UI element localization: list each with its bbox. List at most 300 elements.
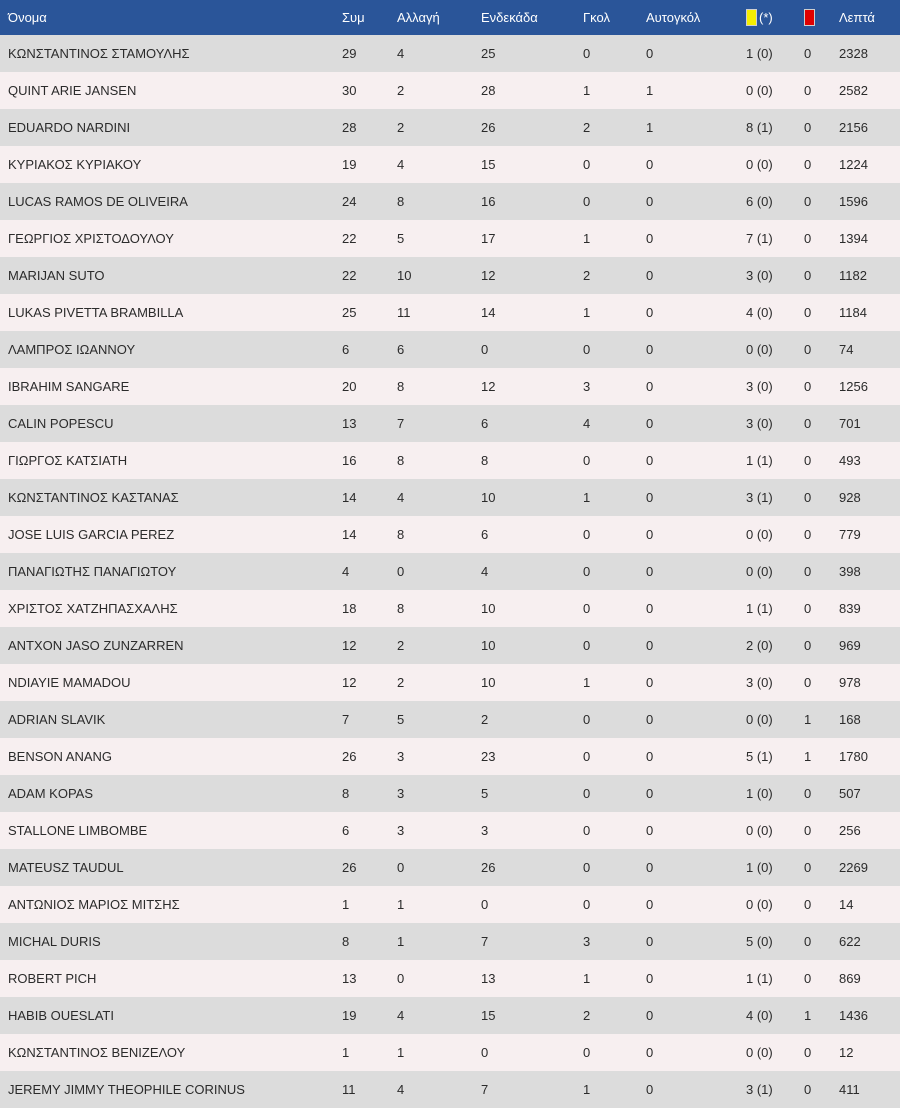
player-name: ADRIAN SLAVIK — [8, 712, 106, 727]
starts-value: 6 — [481, 527, 489, 542]
apps-value: 7 — [342, 712, 350, 727]
yellow-cards-value: 0 (0) — [746, 564, 773, 579]
red-cards-value: 0 — [804, 1045, 812, 1060]
player-name: ΚΥΡΙΑΚΟΣ ΚΥΡΙΑΚΟΥ — [8, 157, 142, 172]
goals-value: 0 — [583, 601, 591, 616]
minutes-value: 779 — [839, 527, 861, 542]
subs-value: 4 — [397, 1082, 405, 1097]
subs-value: 3 — [397, 749, 405, 764]
player-name: JOSE LUIS GARCIA PEREZ — [8, 527, 175, 542]
player-name: ΑΝΤΩΝΙΟΣ ΜΑΡΙΟΣ ΜΙΤΣΗΣ — [8, 897, 180, 912]
subs-value: 1 — [397, 934, 405, 949]
goals-value: 0 — [583, 194, 591, 209]
subs-value: 0 — [397, 971, 405, 986]
red-cards-value: 0 — [804, 527, 812, 542]
col-header-apps[interactable]: Συμ — [342, 10, 365, 25]
red-cards-value: 0 — [804, 342, 812, 357]
starts-value: 14 — [481, 305, 496, 320]
table-row — [0, 368, 900, 405]
starts-value: 15 — [481, 1008, 496, 1023]
subs-value: 1 — [397, 897, 405, 912]
starts-value: 0 — [481, 897, 489, 912]
apps-value: 13 — [342, 416, 357, 431]
starts-value: 26 — [481, 120, 496, 135]
player-name: LUCAS RAMOS DE OLIVEIRA — [8, 194, 188, 209]
goals-value: 1 — [583, 305, 591, 320]
starts-value: 17 — [481, 231, 496, 246]
goals-value: 1 — [583, 1082, 591, 1097]
subs-value: 4 — [397, 46, 405, 61]
subs-value: 4 — [397, 1008, 405, 1023]
player-name: ΓΕΩΡΓΙΟΣ ΧΡΙΣΤΟΔΟΥΛΟΥ — [8, 231, 174, 246]
yellow-cards-value: 0 (0) — [746, 823, 773, 838]
table-row — [0, 1034, 900, 1071]
apps-value: 14 — [342, 490, 357, 505]
minutes-value: 2269 — [839, 860, 868, 875]
starts-value: 10 — [481, 675, 496, 690]
player-name: NDIAYIE MAMADOU — [8, 675, 131, 690]
red-cards-value: 0 — [804, 934, 812, 949]
own-goals-value: 0 — [646, 490, 654, 505]
minutes-value: 1780 — [839, 749, 868, 764]
yellow-cards-value: 3 (0) — [746, 675, 773, 690]
player-name: ΧΡΙΣΤΟΣ ΧΑΤΖΗΠΑΣΧΑΛΗΣ — [8, 601, 178, 616]
table-row — [0, 923, 900, 960]
subs-value: 5 — [397, 712, 405, 727]
starts-value: 25 — [481, 46, 496, 61]
yellow-cards-value: 3 (0) — [746, 416, 773, 431]
yellow-cards-value: 1 (0) — [746, 786, 773, 801]
goals-value: 0 — [583, 1045, 591, 1060]
yellow-cards-value: 3 (1) — [746, 490, 773, 505]
apps-value: 25 — [342, 305, 357, 320]
yellow-cards-value: 1 (1) — [746, 601, 773, 616]
goals-value: 0 — [583, 157, 591, 172]
subs-value: 2 — [397, 83, 405, 98]
own-goals-value: 0 — [646, 712, 654, 727]
own-goals-value: 0 — [646, 971, 654, 986]
apps-value: 18 — [342, 601, 357, 616]
yellow-cards-value: 4 (0) — [746, 305, 773, 320]
table-row — [0, 479, 900, 516]
own-goals-value: 0 — [646, 934, 654, 949]
table-row — [0, 183, 900, 220]
red-cards-value: 0 — [804, 490, 812, 505]
apps-value: 12 — [342, 675, 357, 690]
goals-value: 0 — [583, 897, 591, 912]
apps-value: 26 — [342, 749, 357, 764]
table-row — [0, 35, 900, 72]
apps-value: 28 — [342, 120, 357, 135]
subs-value: 1 — [397, 1045, 405, 1060]
table-row — [0, 997, 900, 1034]
apps-value: 1 — [342, 897, 350, 912]
minutes-value: 1184 — [839, 305, 867, 320]
starts-value: 2 — [481, 712, 489, 727]
goals-value: 0 — [583, 749, 591, 764]
starts-value: 4 — [481, 564, 489, 579]
yellow-cards-value: 0 (0) — [746, 83, 773, 98]
player-name: ΠΑΝΑΓΙΩΤΗΣ ΠΑΝΑΓΙΩΤΟΥ — [8, 564, 177, 579]
subs-value: 8 — [397, 379, 405, 394]
minutes-value: 493 — [839, 453, 861, 468]
goals-value: 1 — [583, 490, 591, 505]
red-cards-value: 0 — [804, 453, 812, 468]
apps-value: 8 — [342, 786, 350, 801]
col-header-yellow[interactable] — [746, 0, 804, 35]
own-goals-value: 0 — [646, 527, 654, 542]
apps-value: 1 — [342, 1045, 350, 1060]
apps-value: 26 — [342, 860, 357, 875]
yellow-cards-value: 0 (0) — [746, 342, 773, 357]
table-row — [0, 553, 900, 590]
yellow-cards-value: 7 (1) — [746, 231, 773, 246]
subs-value: 8 — [397, 194, 405, 209]
table-row — [0, 812, 900, 849]
table-row — [0, 1071, 900, 1108]
col-header-minutes[interactable]: Λεπτά — [839, 10, 875, 25]
apps-value: 16 — [342, 453, 357, 468]
own-goals-value: 0 — [646, 823, 654, 838]
apps-value: 6 — [342, 342, 350, 357]
own-goals-value: 0 — [646, 1008, 654, 1023]
yellow-cards-value: 0 (0) — [746, 897, 773, 912]
player-name: ADAM KOPAS — [8, 786, 94, 801]
red-cards-value: 1 — [804, 1008, 812, 1023]
minutes-value: 168 — [839, 712, 861, 727]
starts-value: 23 — [481, 749, 496, 764]
goals-value: 0 — [583, 823, 591, 838]
yellow-cards-value: 3 (0) — [746, 379, 773, 394]
minutes-value: 1256 — [839, 379, 868, 394]
col-header-red[interactable] — [804, 0, 839, 35]
own-goals-value: 0 — [646, 268, 654, 283]
starts-value: 16 — [481, 194, 496, 209]
subs-value: 2 — [397, 638, 405, 653]
red-cards-value: 0 — [804, 638, 812, 653]
own-goals-value: 0 — [646, 305, 654, 320]
goals-value: 0 — [583, 527, 591, 542]
yellow-cards-value: 1 (0) — [746, 46, 773, 61]
yellow-cards-value: 0 (0) — [746, 527, 773, 542]
minutes-value: 256 — [839, 823, 861, 838]
goals-value: 0 — [583, 46, 591, 61]
red-cards-value: 0 — [804, 823, 812, 838]
player-name: QUINT ARIE JANSEN — [8, 83, 137, 98]
goals-value: 4 — [583, 416, 591, 431]
table-row — [0, 960, 900, 997]
player-name: MARIJAN SUTO — [8, 268, 105, 283]
yellow-cards-value: 5 (1) — [746, 749, 773, 764]
own-goals-value: 0 — [646, 601, 654, 616]
own-goals-value: 0 — [646, 675, 654, 690]
subs-value: 7 — [397, 416, 405, 431]
starts-value: 26 — [481, 860, 496, 875]
red-cards-value: 1 — [804, 712, 812, 727]
own-goals-value: 0 — [646, 1045, 654, 1060]
minutes-value: 978 — [839, 675, 861, 690]
goals-value: 1 — [583, 83, 591, 98]
header-row — [0, 0, 900, 35]
goals-value: 2 — [583, 120, 591, 135]
minutes-value: 1436 — [839, 1008, 868, 1023]
player-name: ΚΩΝΣΤΑΝΤΙΝΟΣ ΒΕΝΙΖΕΛΟΥ — [8, 1045, 186, 1060]
yellow-cards-value: 8 (1) — [746, 120, 773, 135]
apps-value: 22 — [342, 231, 357, 246]
minutes-value: 2156 — [839, 120, 868, 135]
minutes-value: 1596 — [839, 194, 868, 209]
red-cards-value: 0 — [804, 601, 812, 616]
own-goals-value: 1 — [646, 83, 654, 98]
player-name: STALLONE LIMBOMBE — [8, 823, 148, 838]
goals-value: 3 — [583, 934, 591, 949]
goals-value: 1 — [583, 675, 591, 690]
starts-value: 15 — [481, 157, 496, 172]
own-goals-value: 0 — [646, 897, 654, 912]
subs-value: 2 — [397, 675, 405, 690]
table-header — [0, 0, 900, 35]
table-row — [0, 442, 900, 479]
starts-value: 3 — [481, 823, 489, 838]
red-cards-value: 0 — [804, 416, 812, 431]
red-cards-value: 0 — [804, 46, 812, 61]
subs-value: 4 — [397, 490, 405, 505]
player-name: IBRAHIM SANGARE — [8, 379, 130, 394]
starts-value: 5 — [481, 786, 489, 801]
table-row — [0, 701, 900, 738]
table-row — [0, 220, 900, 257]
apps-value: 4 — [342, 564, 350, 579]
col-header-name[interactable]: Όνομα — [8, 10, 47, 25]
col-header-own-goals[interactable]: Αυτογκόλ — [646, 10, 701, 25]
yellow-card-suffix: (*) — [759, 10, 773, 26]
red-cards-value: 0 — [804, 305, 812, 320]
player-name: ANTXON JASO ZUNZARREN — [8, 638, 184, 653]
red-cards-value: 1 — [804, 749, 812, 764]
own-goals-value: 0 — [646, 786, 654, 801]
own-goals-value: 0 — [646, 638, 654, 653]
red-cards-value: 0 — [804, 1082, 812, 1097]
table-row — [0, 331, 900, 368]
subs-value: 8 — [397, 453, 405, 468]
red-card-icon — [804, 9, 815, 26]
yellow-cards-value: 0 (0) — [746, 157, 773, 172]
minutes-value: 701 — [839, 416, 861, 431]
player-name: LUKAS PIVETTA BRAMBILLA — [8, 305, 184, 320]
table-row — [0, 664, 900, 701]
own-goals-value: 0 — [646, 749, 654, 764]
starts-value: 0 — [481, 342, 489, 357]
goals-value: 1 — [583, 231, 591, 246]
minutes-value: 969 — [839, 638, 861, 653]
minutes-value: 1224 — [839, 157, 868, 172]
subs-value: 0 — [397, 564, 405, 579]
yellow-cards-value: 1 (1) — [746, 453, 773, 468]
starts-value: 7 — [481, 1082, 489, 1097]
minutes-value: 507 — [839, 786, 861, 801]
red-cards-value: 0 — [804, 268, 812, 283]
own-goals-value: 0 — [646, 416, 654, 431]
starts-value: 10 — [481, 490, 496, 505]
own-goals-value: 0 — [646, 157, 654, 172]
yellow-cards-value: 5 (0) — [746, 934, 773, 949]
apps-value: 19 — [342, 157, 357, 172]
apps-value: 22 — [342, 268, 357, 283]
yellow-cards-value: 2 (0) — [746, 638, 773, 653]
minutes-value: 869 — [839, 971, 861, 986]
player-name: MATEUSZ TAUDUL — [8, 860, 124, 875]
apps-value: 29 — [342, 46, 357, 61]
yellow-cards-value: 0 (0) — [746, 1045, 773, 1060]
apps-value: 30 — [342, 83, 357, 98]
starts-value: 10 — [481, 638, 496, 653]
goals-value: 0 — [583, 564, 591, 579]
table-row — [0, 516, 900, 553]
minutes-value: 14 — [839, 897, 854, 912]
red-cards-value: 0 — [804, 860, 812, 875]
goals-value: 2 — [583, 1008, 591, 1023]
red-cards-value: 0 — [804, 897, 812, 912]
table-body — [0, 35, 900, 1108]
minutes-value: 928 — [839, 490, 861, 505]
yellow-card-icon — [746, 9, 757, 26]
own-goals-value: 0 — [646, 342, 654, 357]
col-header-goals[interactable]: Γκολ — [583, 10, 610, 25]
player-name: BENSON ANANG — [8, 749, 113, 764]
starts-value: 6 — [481, 416, 489, 431]
minutes-value: 2328 — [839, 46, 868, 61]
own-goals-value: 0 — [646, 860, 654, 875]
own-goals-value: 0 — [646, 194, 654, 209]
yellow-cards-value: 1 (1) — [746, 971, 773, 986]
red-cards-value: 0 — [804, 83, 812, 98]
goals-value: 0 — [583, 712, 591, 727]
col-header-subs[interactable]: Αλλαγή — [397, 10, 440, 25]
subs-value: 2 — [397, 120, 405, 135]
yellow-cards-value: 6 (0) — [746, 194, 773, 209]
red-cards-value: 0 — [804, 675, 812, 690]
table-row — [0, 886, 900, 923]
minutes-value: 839 — [839, 601, 861, 616]
own-goals-value: 0 — [646, 379, 654, 394]
apps-value: 24 — [342, 194, 357, 209]
red-cards-value: 0 — [804, 157, 812, 172]
red-cards-value: 0 — [804, 379, 812, 394]
red-cards-value: 0 — [804, 120, 812, 135]
yellow-cards-value: 0 (0) — [746, 712, 773, 727]
starts-value: 13 — [481, 971, 496, 986]
player-name: ΛΑΜΠΡΟΣ ΙΩΑΝΝΟΥ — [8, 342, 136, 357]
minutes-value: 12 — [839, 1045, 854, 1060]
subs-value: 10 — [397, 268, 412, 283]
subs-value: 3 — [397, 823, 405, 838]
goals-value: 3 — [583, 379, 591, 394]
own-goals-value: 0 — [646, 1082, 654, 1097]
goals-value: 0 — [583, 860, 591, 875]
apps-value: 20 — [342, 379, 357, 394]
minutes-value: 398 — [839, 564, 861, 579]
goals-value: 0 — [583, 453, 591, 468]
starts-value: 7 — [481, 934, 489, 949]
player-name: MICHAL DURIS — [8, 934, 101, 949]
starts-value: 8 — [481, 453, 489, 468]
table-row — [0, 72, 900, 109]
player-name: HABIB OUESLATI — [8, 1008, 114, 1023]
red-cards-value: 0 — [804, 971, 812, 986]
yellow-cards-value: 3 (0) — [746, 268, 773, 283]
yellow-cards-value: 3 (1) — [746, 1082, 773, 1097]
table-row — [0, 109, 900, 146]
table-row — [0, 738, 900, 775]
minutes-value: 622 — [839, 934, 861, 949]
subs-value: 5 — [397, 231, 405, 246]
starts-value: 28 — [481, 83, 496, 98]
red-cards-value: 0 — [804, 564, 812, 579]
table-row — [0, 257, 900, 294]
subs-value: 8 — [397, 601, 405, 616]
apps-value: 8 — [342, 934, 350, 949]
player-name: ΓΙΩΡΓΟΣ ΚΑΤΣΙΑΤΗ — [8, 453, 128, 468]
table-row — [0, 146, 900, 183]
apps-value: 14 — [342, 527, 357, 542]
goals-value: 0 — [583, 342, 591, 357]
subs-value: 3 — [397, 786, 405, 801]
own-goals-value: 0 — [646, 453, 654, 468]
subs-value: 0 — [397, 860, 405, 875]
own-goals-value: 0 — [646, 231, 654, 246]
table-row — [0, 294, 900, 331]
starts-value: 0 — [481, 1045, 489, 1060]
red-cards-value: 0 — [804, 786, 812, 801]
player-name: ROBERT PICH — [8, 971, 97, 986]
minutes-value: 74 — [839, 342, 854, 357]
red-cards-value: 0 — [804, 231, 812, 246]
minutes-value: 2582 — [839, 83, 868, 98]
col-header-starts[interactable]: Ενδεκάδα — [481, 10, 538, 25]
subs-value: 4 — [397, 157, 405, 172]
subs-value: 11 — [397, 305, 411, 320]
player-name: ΚΩΝΣΤΑΝΤΙΝΟΣ ΣΤΑΜΟΥΛΗΣ — [8, 46, 190, 61]
yellow-cards-value: 4 (0) — [746, 1008, 773, 1023]
own-goals-value: 1 — [646, 120, 654, 135]
subs-value: 8 — [397, 527, 405, 542]
goals-value: 1 — [583, 971, 591, 986]
apps-value: 12 — [342, 638, 357, 653]
starts-value: 10 — [481, 601, 496, 616]
own-goals-value: 0 — [646, 564, 654, 579]
player-name: EDUARDO NARDINI — [8, 120, 131, 135]
table-row — [0, 405, 900, 442]
table-row — [0, 627, 900, 664]
player-name: JEREMY JIMMY THEOPHILE CORINUS — [8, 1082, 245, 1097]
minutes-value: 1394 — [839, 231, 868, 246]
table-row — [0, 849, 900, 886]
yellow-cards-value: 1 (0) — [746, 860, 773, 875]
apps-value: 11 — [342, 1082, 356, 1097]
minutes-value: 1182 — [839, 268, 867, 283]
goals-value: 2 — [583, 268, 591, 283]
apps-value: 6 — [342, 823, 350, 838]
player-name: CALIN POPESCU — [8, 416, 114, 431]
goals-value: 0 — [583, 638, 591, 653]
own-goals-value: 0 — [646, 46, 654, 61]
table-row — [0, 590, 900, 627]
apps-value: 19 — [342, 1008, 357, 1023]
subs-value: 6 — [397, 342, 405, 357]
table-row — [0, 775, 900, 812]
minutes-value: 411 — [839, 1082, 860, 1097]
player-name: ΚΩΝΣΤΑΝΤΙΝΟΣ ΚΑΣΤΑΝΑΣ — [8, 490, 179, 505]
